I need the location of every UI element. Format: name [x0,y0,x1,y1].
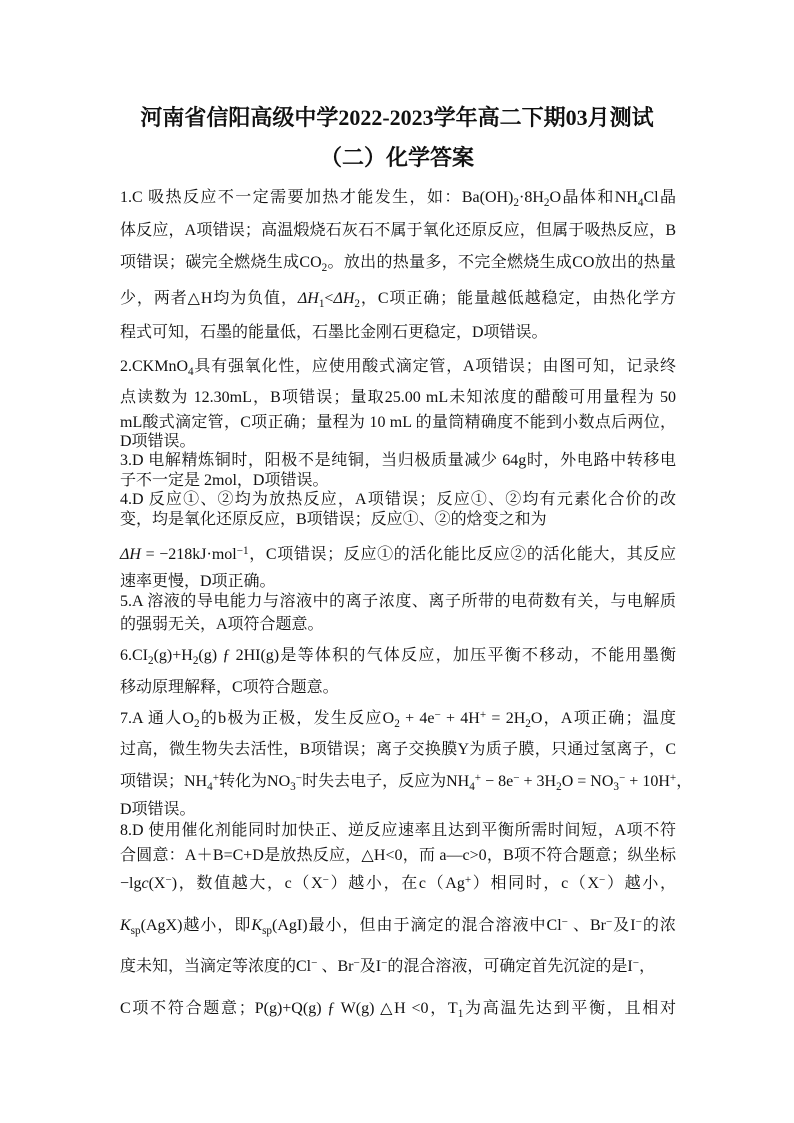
answer-5-line-1 [120,591,676,613]
superscript: −1 [236,544,249,557]
text-run: 移动原理解释，C项符合题意。 [120,679,339,696]
text-run: 项错误；碳完全燃烧生成CO [120,254,322,271]
math-symbol: c [141,875,149,892]
text-run: −lg [120,875,142,892]
text-run: ，C项错误；反应①的活化能比反应②的活化能大，其反应 [248,546,676,563]
superscript: − [381,956,388,969]
text-run: 少，两者△H均为负值， [120,290,298,307]
subscript: 2 [148,654,154,667]
text-run: 7.A 通人O [120,710,194,727]
subscript: 2 [194,717,200,730]
answer-6-line-1 [120,645,676,667]
superscript: − [561,915,568,928]
superscript: − [605,915,613,928]
text-run: + 3H [519,773,557,790]
superscript: − [295,771,303,784]
superscript: − [322,873,329,886]
text-run: ， [639,958,656,975]
math-symbol: ΔH [297,290,319,307]
text-run: 1.C 吸热反应不一定需要加热才能发生，如：Ba(OH) [120,189,514,206]
subscript: 1 [457,1007,464,1020]
subscript: 2 [543,196,550,209]
text-run: 体反应，A项错误；高温煅烧石灰石不属于氧化还原反应，但属于吸热反应，B [120,222,676,239]
text-run: 程式可知，石墨的能量低，石墨比金刚石更稳定，D项错误。 [120,324,548,341]
text-run: = −218kJ·mol [140,546,237,563]
superscript: − [513,771,520,784]
answer-7-line-2 [120,739,676,761]
subscript: 2 [556,780,562,793]
text-run: D项错误。 [120,433,196,450]
answer-8-line-5 [120,956,676,978]
math-symbol: K [251,917,263,934]
subscript: 1 [318,297,325,310]
answer-4-line-2 [120,509,676,531]
text-run: 的浓 [641,917,676,934]
subscript: 4 [188,365,194,378]
superscript: − [434,708,441,721]
text-run: 点读数为 12.30mL，B项错误；量取25.00 mL未知浓度的醋酸可用量程为 50 [120,389,676,406]
text-run: = 2H [486,710,526,727]
answer-8-line-2 [120,845,676,867]
text-run: (AgI)最小，但由于滴定的混合溶液中Cl [272,917,562,934]
subscript: 3 [613,780,619,793]
answer-8-line-1 [120,820,676,842]
text-run: − 8e [481,773,514,790]
superscript: + [669,771,677,784]
text-run: + 4H [440,710,480,727]
superscript: − [353,956,360,969]
text-run: (g)+H [153,647,193,664]
subscript: sp [262,924,273,937]
superscript: + [474,771,482,784]
subscript: 4 [469,780,475,793]
text-run: 5.A 溶液的导电能力与溶液中的离子浓度、离子所带的电荷数有关，与电解质 [120,593,676,610]
answer-7-line-1 [120,708,676,730]
text-run: (AgX)越小，即 [140,917,252,934]
text-run: )，数值越大，c（X [171,875,323,892]
text-run: ）越小， [605,875,676,892]
text-run: 。放出的热量多，不完全燃烧生成CO放出的热量 [327,254,676,271]
answer-4-line-4 [120,571,676,593]
text-run: (g) ƒ 2HI(g)是等体积的气体反应，加压平衡不移动，不能用墨衡 [198,647,676,664]
text-run: ，C项正确；能量越低越稳定，由热化学方 [360,290,676,307]
text-run: 及I [359,958,382,975]
subscript: 3 [290,780,296,793]
answer-4-line-3 [120,544,676,566]
text-run: 4.D 反应①、②均为放热反应，A项错误；反应①、②均有元素化合价的改 [120,491,676,508]
text-run: + 10H [625,773,670,790]
text-run: 、Br [567,917,606,934]
superscript: − [632,956,640,969]
superscript: − [311,956,318,969]
text-run: 变，均是氧化还原反应，B项错误；反应①、②的焓变之和为 [120,511,547,528]
superscript: − [635,915,642,928]
answer-3-line-1 [120,450,676,472]
text-run: 项错误；NH [120,773,208,790]
text-run: ）越小，在c（Ag [328,875,465,892]
subscript: 4 [207,780,213,793]
subscript: 2 [321,261,328,274]
subscript: 2 [513,196,519,209]
superscript: + [212,771,220,784]
superscript: − [599,873,606,886]
subscript: 2 [525,717,531,730]
text-run: 8.D 使用催化剂能同时加快正、逆反应速率且达到平衡所需时间短，A项不符 [120,822,676,839]
subscript: 2 [192,654,199,667]
math-symbol: ΔH [120,546,141,563]
text-run: 的混合溶液，可确定首先沉淀的是I [387,958,633,975]
subscript: 2 [354,297,360,310]
text-run: 为高温先达到平衡，且相对 [463,1000,676,1017]
answer-1-line-3 [120,252,676,274]
text-run: 3.D 电解精炼铜时，阳极不是纯铜，当归极质量减少 64g时，外电路中转移电 [120,452,676,469]
answer-8-line-3 [120,873,676,895]
text-run: 转化为NO [219,773,291,790]
subscript: sp [130,924,141,937]
math-symbol: ΔH [333,290,355,307]
text-run: 的强弱无关，A项符合题意。 [120,616,324,633]
subscript: 4 [637,196,644,209]
text-run: ， [676,773,693,790]
text-run: O = NO [561,773,614,790]
text-run: mL酸式滴定管，C项正确；量程为 10 mL 的量筒精确度不能到小数点后两位， [120,414,676,431]
text-run: 的b极为正极，发生反应O [199,710,395,727]
text-run: 6.CI [120,647,148,664]
text-run: (X [148,875,166,892]
text-run: D项错误。 [120,801,196,818]
answer-2-line-2 [120,387,676,409]
answer-1-line-1 [120,187,676,209]
text-run: 度未知，当滴定等浓度的Cl [120,958,312,975]
subscript: 2 [394,717,400,730]
text-run: 速率更慢，D项正确。 [120,573,276,590]
answer-7-line-3 [120,771,693,793]
superscript: − [618,771,626,784]
text-run: Cl晶 [643,189,677,206]
text-run: + 4e [399,710,435,727]
text-run: 子不一定是 2mol，D项错误。 [120,472,329,489]
text-run: 2.CKMnO [120,358,189,375]
text-run: ）相同时，c（X [471,875,600,892]
text-run: 时失去电子，反应为NH [302,773,470,790]
text-run: O晶体和NH [549,189,638,206]
answer-2-line-1 [120,356,676,378]
math-symbol: K [120,917,131,934]
superscript: + [464,873,472,886]
answer-5-line-2 [120,614,676,636]
text-run: C项不符合题意；P(g)+Q(g) ƒ W(g) △H <0，T [120,1000,458,1017]
superscript: + [479,708,487,721]
answer-4-line-1 [120,489,676,511]
text-run: 及I [612,917,636,934]
text-run: < [324,290,334,307]
answer-1-line-5 [120,322,676,344]
document-title-line-2: （二）化学答案 [319,145,474,170]
text-run: O，A项正确；温度 [530,710,677,727]
text-run: 、Br [317,958,354,975]
answer-8-line-6 [120,998,676,1020]
answer-1-line-2 [120,220,676,242]
text-run: ·8H [518,189,544,206]
document-title-line-1: 河南省信阳高级中学2022-2023学年高二下期03月测试 [140,105,654,130]
answer-6-line-2 [120,677,676,699]
text-run: 过高，微生物失去活性，B项错误；离子交换膜Y为质子膜，只通过氢离子，C [120,741,676,758]
text-run: 合圆意：A＋B=C+D是放热反应，△H<0，而 a—c>0，B项不符合题意；纵坐标 [120,847,676,864]
answer-7-line-4 [120,799,676,821]
answer-1-line-4 [120,288,676,310]
superscript: − [165,873,172,886]
answer-8-line-4 [120,915,676,937]
text-run: 具有强氧化性，应使用酸式滴定管，A项错误；由图可知，记录终 [193,358,676,375]
